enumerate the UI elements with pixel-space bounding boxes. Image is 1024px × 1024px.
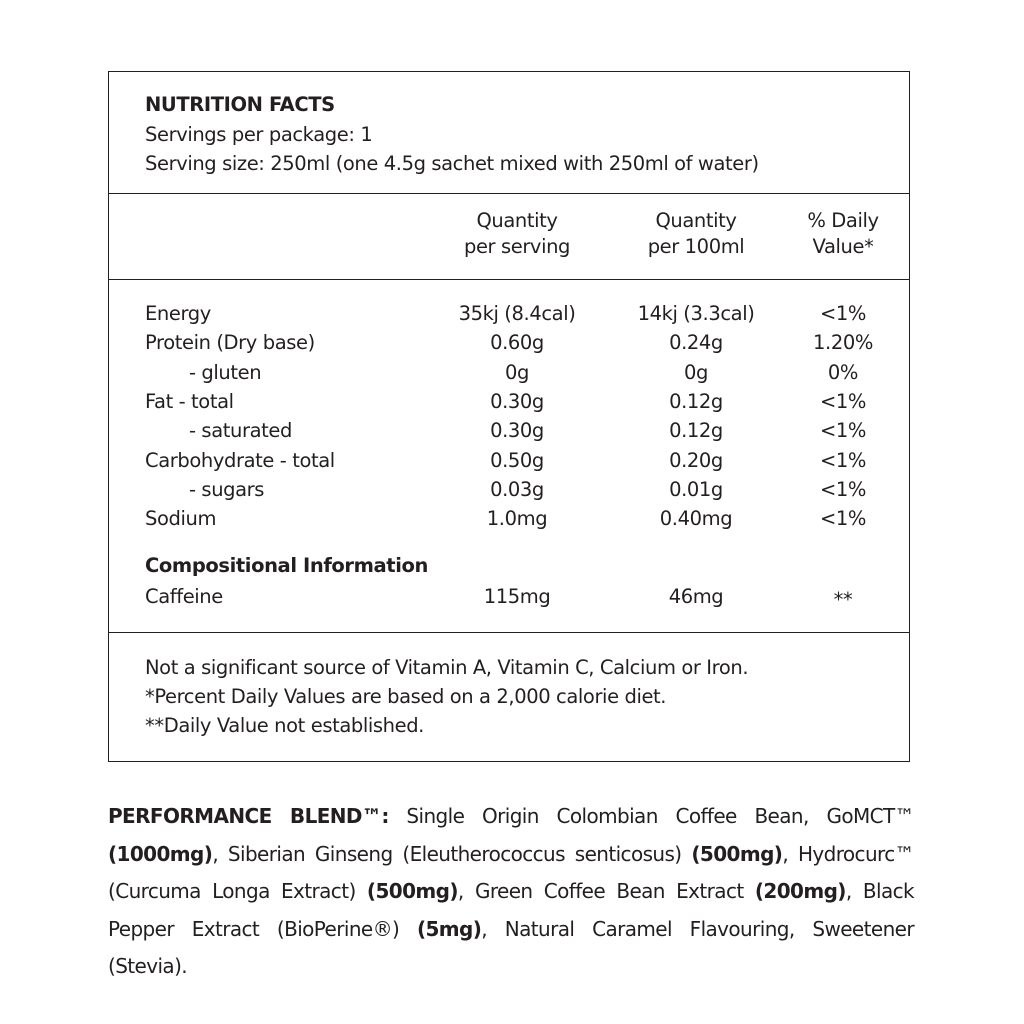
nutrient-per-serving: 0.60g [490, 331, 544, 354]
nutrient-per-100ml: 0.24g [669, 331, 723, 354]
column-header-line: Quantity [655, 209, 737, 232]
servings-per-package: Servings per package: 1 [145, 123, 373, 146]
blend-amount: (5mg) [416, 916, 482, 941]
serving-size: Serving size: 250ml (one 4.5g sachet mixed with 250ml of water) [145, 152, 759, 175]
column-header-per-100ml [648, 208, 745, 260]
blend-text: , Natural Caramel Flavouring, Sweetener (Stevia). [108, 916, 914, 978]
nutrient-label: Sodium [145, 507, 217, 530]
blend-text: , Hydrocurc™ (Curcuma Longa Extract) [108, 841, 914, 903]
nutrient-per-serving: 0g [505, 361, 529, 384]
compositional-heading: Compositional Information [145, 554, 428, 577]
nutrient-label: Energy [145, 302, 211, 325]
blend-text: , Siberian Ginseng (Eleutherococcus senticosus) [212, 841, 692, 866]
footnote-not-established: **Daily Value not established. [145, 714, 424, 737]
nutrient-label: - saturated [189, 419, 292, 442]
nutrient-per-100ml: 0g [684, 361, 708, 384]
nutrient-per-100ml: 14kj (3.3cal) [637, 302, 755, 325]
column-header-line: Value* [812, 235, 874, 258]
nutrient-daily-value: <1% [819, 449, 867, 472]
caffeine-per-100ml: 46mg [668, 585, 724, 608]
nutrient-daily-value: <1% [819, 302, 867, 325]
blend-title: PERFORMANCE BLEND™: [108, 804, 389, 828]
footnote-vitamins: Not a significant source of Vitamin A, Vitamin C, Calcium or Iron. [145, 656, 749, 679]
nutrient-daily-value: <1% [819, 419, 867, 442]
nutrient-per-serving: 35kj (8.4cal) [458, 302, 576, 325]
nutrient-label: - sugars [189, 478, 265, 501]
column-header-line: % Daily [807, 209, 879, 232]
nutrient-per-serving: 0.30g [490, 390, 544, 413]
footnote-daily-value-basis: *Percent Daily Values are based on a 2,000 calorie diet. [145, 685, 667, 708]
nutrient-label: - gluten [189, 361, 262, 384]
nutrient-per-serving: 0.03g [490, 478, 544, 501]
nutrient-per-100ml: 0.12g [669, 390, 723, 413]
nutrient-per-100ml: 0.01g [669, 478, 723, 501]
nutrient-daily-value: <1% [819, 478, 867, 501]
nutrient-label: Protein (Dry base) [145, 331, 315, 354]
nutrient-per-serving: 0.30g [490, 419, 544, 442]
nutrient-label: Fat - total [145, 390, 234, 413]
nutrition-facts-panel [108, 71, 910, 762]
nutrient-per-serving: 0.50g [490, 449, 544, 472]
blend-text: , Black Pepper Extract (BioPerine®) [108, 879, 914, 941]
nutrient-label: Carbohydrate - total [145, 449, 335, 472]
column-header-per-serving [464, 208, 570, 260]
nutrient-daily-value: 0% [827, 361, 859, 384]
header-divider [109, 193, 909, 194]
nutrient-daily-value: <1% [819, 507, 867, 530]
nutrient-per-serving: 1.0mg [486, 507, 548, 530]
nutrient-per-100ml: 0.20g [669, 449, 723, 472]
column-header-line: per serving [463, 235, 571, 258]
panel-title: NUTRITION FACTS [145, 93, 335, 116]
footnote-divider [109, 632, 909, 633]
caffeine-label: Caffeine [145, 585, 223, 608]
blend-amount: (200mg) [754, 879, 846, 903]
nutrient-per-100ml: 0.40mg [659, 507, 733, 530]
blend-amount: (500mg) [366, 879, 458, 903]
blend-amount: (1000mg) [108, 841, 213, 866]
nutrient-daily-value: <1% [819, 390, 867, 413]
nutrient-per-100ml: 0.12g [669, 419, 723, 442]
caffeine-per-serving: 115mg [483, 585, 551, 608]
blend-amount: (500mg) [691, 841, 783, 866]
blend-text: , Green Coffee Bean Extract [457, 879, 755, 903]
blend-text: Single Origin Colombian Coffee Bean, GoMCT™ [388, 804, 915, 828]
caffeine-daily-value: ** [833, 588, 853, 611]
column-header-daily-value [807, 208, 878, 260]
column-header-line: Quantity [476, 209, 558, 232]
column-header-divider [109, 279, 909, 280]
ingredients-blend [108, 798, 914, 986]
column-header-line: per 100ml [647, 235, 745, 258]
nutrient-daily-value: 1.20% [813, 331, 873, 354]
